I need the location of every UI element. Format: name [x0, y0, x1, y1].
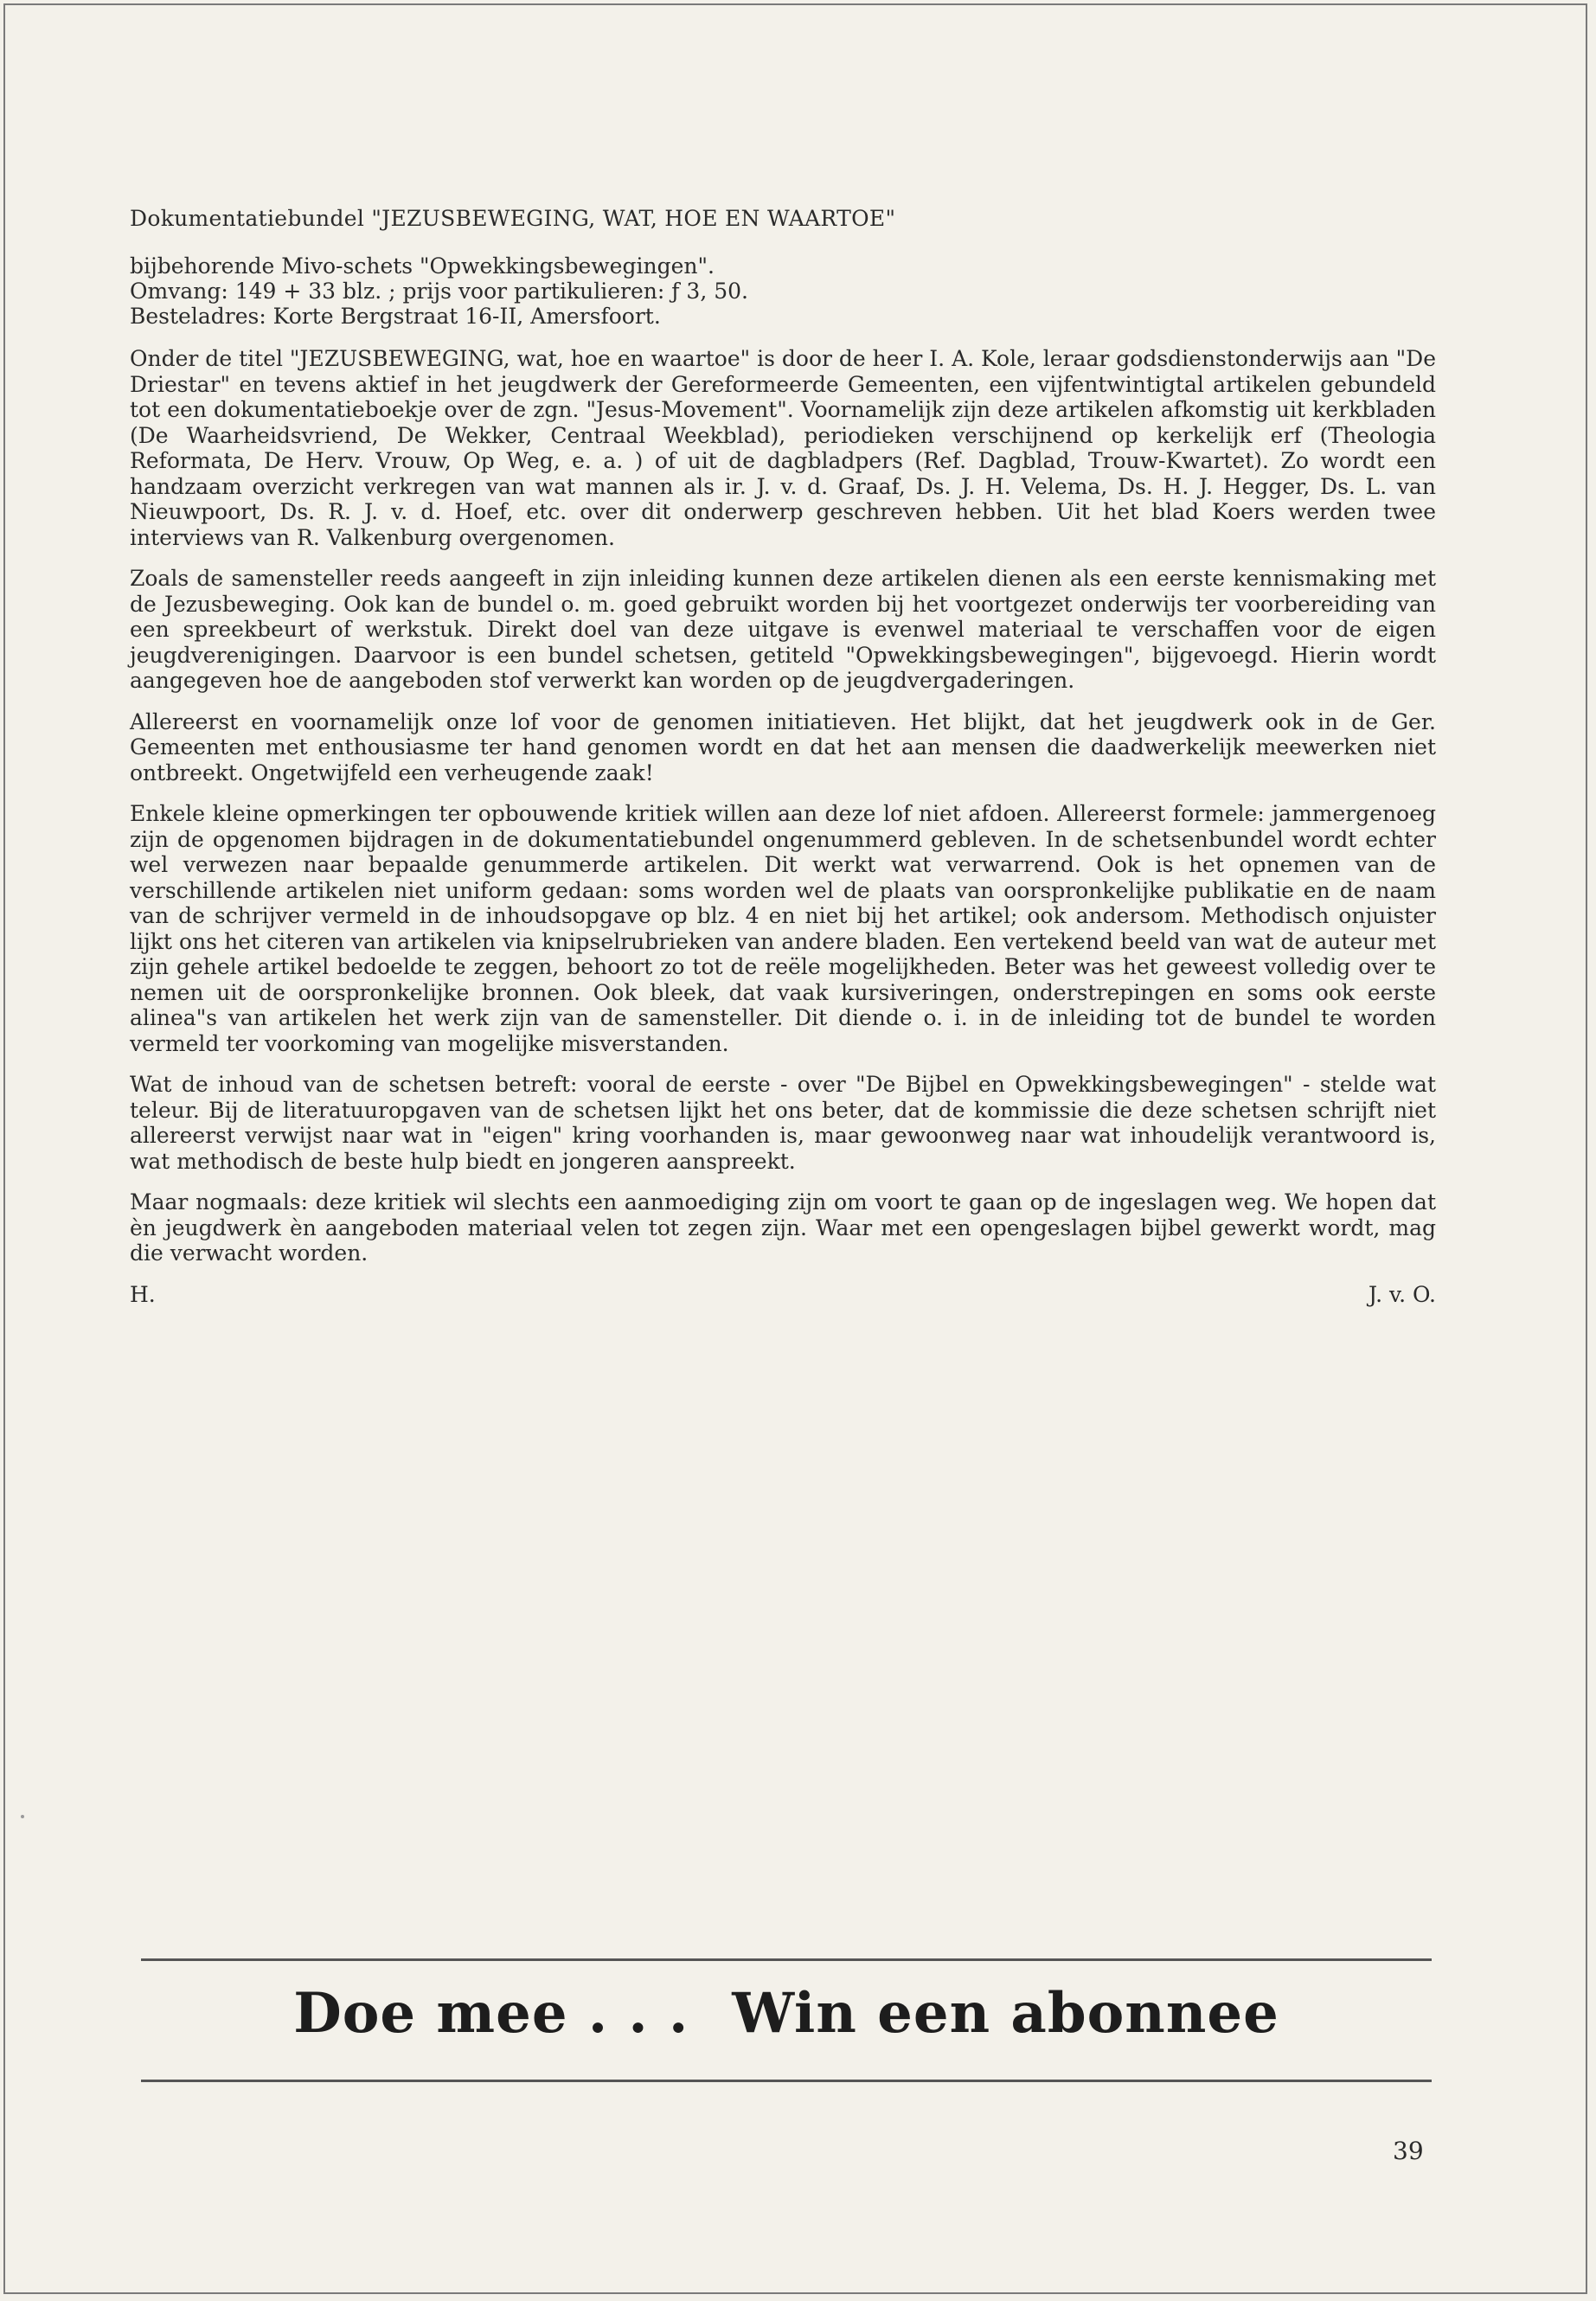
paragraph-1: Onder de titel "JEZUSBEWEGING, wat, hoe en waartoe" is door de heer I. A. Kole, leraar godsdienstonderwijs aan "De Driestar" en tevens aktief in het jeugdwerk der Gereformeerde Gemeenten, een vijfentwintigtal artikelen gebundeld tot een dokumentatieboekje over de zgn. "Jesus-Movement". Voornamelijk zijn deze artikelen afkomstig uit kerkbladen (De Waarheidsvriend, De Wekker, Centraal Weekblad), periodieken verschijnend op kerkelijk erf (Theologia Reformata, De Herv. Vrouw, Op Weg, e. a. ) of uit de dagbladpers (Ref. Dagblad, Trouw-Kwartet). Zo wordt een handzaam overzicht verkregen van wat mannen als ir. J. v. d. Graaf, Ds. J. H. Velema, Ds. H. J. Hegger, Ds. L. van Nieuwpoort, Ds. R. J. v. d. Hoef, etc. over dit onderwerp geschreven hebben. Uit het blad Koers werden twee interviews van R. Valkenburg overgenomen. [130, 346, 1436, 550]
slogan-part-1: Doe mee . . . [293, 1981, 689, 2046]
article-title: Dokumentatiebundel "JEZUSBEWEGING, WAT, HOE EN WAARTOE" [130, 206, 896, 231]
signature-row [130, 1282, 1436, 1307]
divider-bottom [141, 2080, 1432, 2082]
details-line-besteladres: Besteladres: Korte Bergstraat 16-II, Amersfoort. [130, 304, 661, 329]
review-article [130, 206, 1436, 1307]
divider-top [141, 1958, 1432, 1961]
paragraph-2: Zoals de samensteller reeds aangeeft in zijn inleiding kunnen deze artikelen dienen als een eerste kennismaking met de Jezusbeweging. Ook kan de bundel o. m. goed gebruikt worden bij het voortgezet onderwijs ter voorbereiding van een spreekbeurt of werkstuk. Direkt doel van deze uitgave is evenwel materiaal te verschaffen voor de eigen jeugdverenigingen. Daarvoor is een bundel schetsen, getiteld "Opwekkingsbewegingen", bijgevoegd. Hierin wordt aangegeven hoe de aangeboden stof verwerkt kan worden op de jeugdvergaderingen. [130, 566, 1436, 693]
scan-speck [21, 1815, 24, 1818]
details-line-schets: bijbehorende Mivo-schets "Opwekkingsbewegingen". [130, 253, 715, 279]
paragraph-5: Wat de inhoud van de schetsen betreft: vooral de eerste - over "De Bijbel en Opwekkingsbewegingen" - stelde wat teleur. Bij de literatuuropgaven van de schetsen lijkt het ons beter, dat de kommissie die deze schetsen schrijft niet allereerst verwijst naar wat in "eigen" kring voorhanden is, maar gewoonweg naar wat inhoudelijk verantwoord is, wat methodisch de beste hulp biedt en jongeren aanspreekt. [130, 1072, 1436, 1174]
page-number: 39 [1393, 2137, 1424, 2165]
publication-details [130, 253, 1436, 329]
paragraph-4: Enkele kleine opmerkingen ter opbouwende kritiek willen aan deze lof niet afdoen. Allereerst formele: jammergenoeg zijn de opgenomen bijdragen in de dokumentatiebundel ongenummerd gebleven. In de schetsenbundel wordt echter wel verwezen naar bepaalde genummerde artikelen. Dit werkt wat verwarrend. Ook is het opnemen van de verschillende artikelen niet uniform gedaan: soms worden wel de plaats van oorspronkelijke publikatie en de naam van de schrijver vermeld in de inhoudsopgave op blz. 4 en niet bij het artikel; ook andersom. Methodisch onjuister lijkt ons het citeren van artikelen via knipselrubrieken van andere bladen. Een vertekend beeld van wat de auteur met zijn gehele artikel bedoelde te zeggen, behoort zo tot de reële mogelijkheden. Beter was het geweest volledig over te nemen uit de oorspronkelijke bronnen. Ook bleek, dat vaak kursiveringen, onderstrepingen en soms ook eerste alinea"s van artikelen het werk zijn van de samensteller. Dit diende o. i. in de inleiding tot de bundel te worden vermeld ter voorkoming van mogelijke misverstanden. [130, 801, 1436, 1056]
details-line-omvang: Omvang: 149 + 33 blz. ; prijs voor partikulieren: ƒ 3, 50. [130, 279, 748, 304]
paragraph-3: Allereerst en voornamelijk onze lof voor de genomen initiatieven. Het blijkt, dat het jeugdwerk ook in de Ger. Gemeenten met enthousiasme ter hand genomen wordt en dat het aan mensen die daadwerkelijk meewerken niet ontbreekt. Ongetwijfeld een verheugende zaak! [130, 708, 1436, 785]
subscription-slogan [141, 1981, 1432, 2046]
signature-left: H. [130, 1281, 156, 1307]
slogan-part-2: Win een abonnee [732, 1981, 1279, 2046]
signature-right: J. v. O. [1368, 1281, 1436, 1307]
paragraph-6: Maar nogmaals: deze kritiek wil slechts een aanmoediging zijn om voort te gaan op de ingeslagen weg. We hopen dat èn jeugdwerk èn aangeboden materiaal velen tot zegen zijn. Waar met een opengeslagen bijbel gewerkt wordt, mag die verwacht worden. [130, 1189, 1436, 1266]
